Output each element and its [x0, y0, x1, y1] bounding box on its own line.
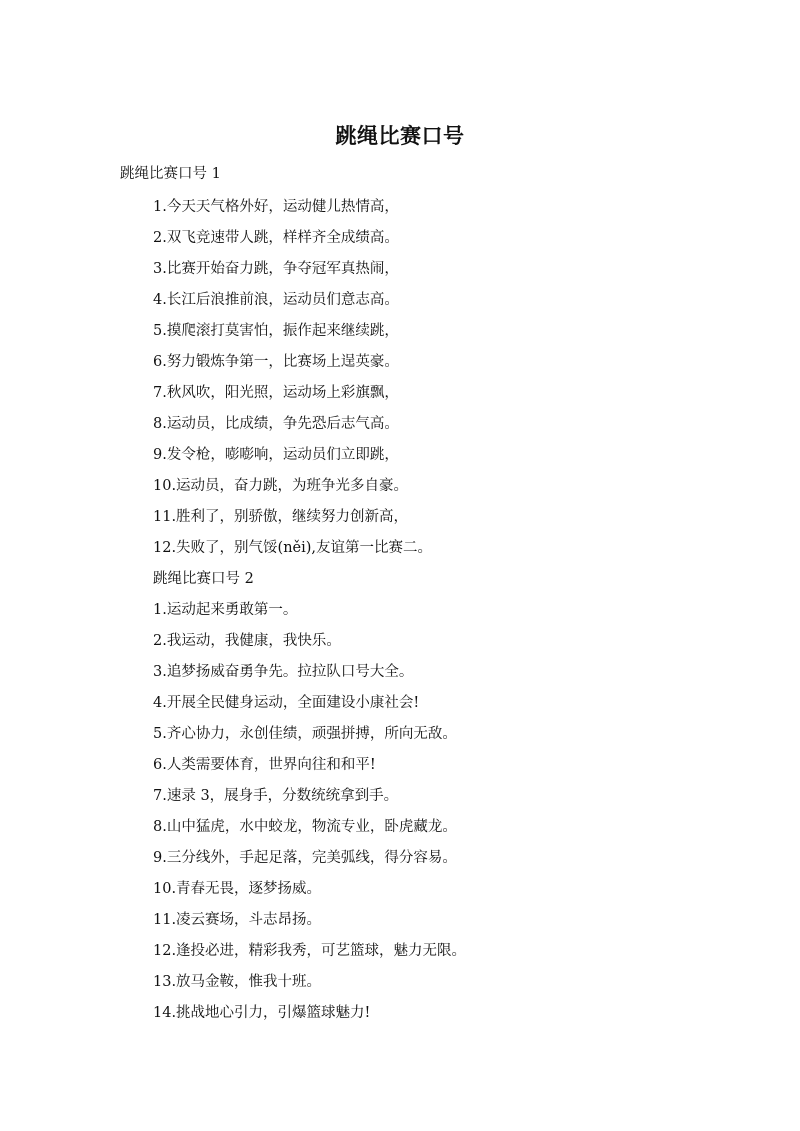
slogan-1-12: 12.失败了，别气馁(něi),友谊第一比赛二。: [153, 540, 433, 556]
document-title: 跳绳比赛口号: [335, 124, 465, 148]
slogan-1-7: 7.秋风吹，阳光照，运动场上彩旗飘，: [153, 385, 399, 401]
slogan-1-9: 9.发令枪，嘭嘭响，运动员们立即跳，: [153, 447, 399, 463]
slogan-2-4: 4.开展全民健身运动，全面建设小康社会!: [153, 695, 420, 711]
section-2-heading: 跳绳比赛口号 2: [153, 571, 254, 587]
slogan-1-10: 10.运动员，奋力跳，为班争光多自豪。: [153, 478, 409, 494]
slogan-1-1: 1.今天天气格外好，运动健儿热情高，: [153, 199, 399, 215]
slogan-2-5: 5.齐心协力，永创佳绩，顽强拼搏，所向无敌。: [153, 726, 457, 742]
slogan-2-8: 8.山中猛虎，水中蛟龙，物流专业，卧虎藏龙。: [153, 819, 457, 835]
slogan-2-9: 9.三分线外，手起足落，完美弧线，得分容易。: [153, 850, 457, 866]
slogan-2-6: 6.人类需要体育，世界向往和和平!: [153, 757, 376, 773]
slogan-2-1: 1.运动起来勇敢第一。: [153, 602, 298, 618]
slogan-1-6: 6.努力锻炼争第一，比赛场上逞英豪。: [153, 354, 399, 370]
slogan-1-8: 8.运动员，比成绩，争先恐后志气高。: [153, 416, 399, 432]
slogan-1-5: 5.摸爬滚打莫害怕，振作起来继续跳，: [153, 323, 399, 339]
slogan-2-11: 11.凌云赛场，斗志昂扬。: [153, 912, 322, 928]
slogan-2-10: 10.青春无畏，逐梦扬威。: [153, 881, 322, 897]
slogan-2-12: 12.逢投必进，精彩我秀，可艺篮球，魅力无限。: [153, 943, 467, 959]
section-1-heading: 跳绳比赛口号 1: [120, 166, 221, 182]
slogan-2-2: 2.我运动，我健康，我快乐。: [153, 633, 341, 649]
slogan-1-11: 11.胜利了，别骄傲，继续努力创新高，: [153, 509, 409, 525]
slogan-1-2: 2.双飞竞速带人跳，样样齐全成绩高。: [153, 230, 399, 246]
slogan-2-14: 14.挑战地心引力，引爆篮球魅力!: [153, 1005, 371, 1021]
slogan-2-13: 13.放马金鞍，惟我十班。: [153, 974, 322, 990]
slogan-1-4: 4.长江后浪推前浪，运动员们意志高。: [153, 292, 399, 308]
slogan-2-7: 7.速录 3，展身手，分数统统拿到手。: [153, 788, 399, 804]
slogan-2-3: 3.追梦扬威奋勇争先。拉拉队口号大全。: [153, 664, 414, 680]
slogan-1-3: 3.比赛开始奋力跳，争夺冠军真热闹，: [153, 261, 399, 277]
